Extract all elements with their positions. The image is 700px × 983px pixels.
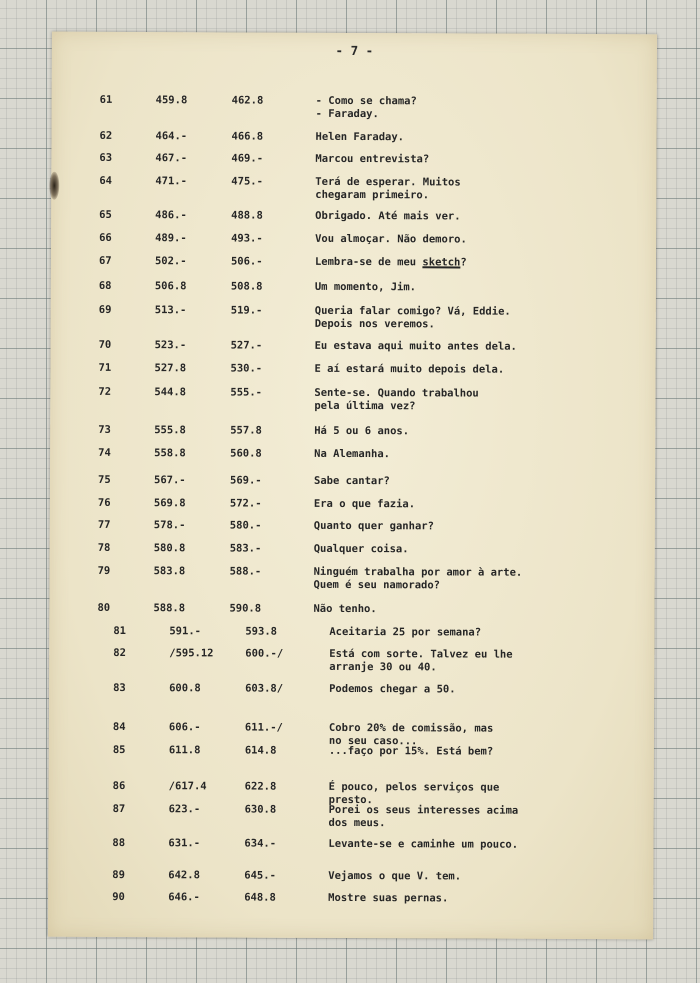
timecode-out: 630.8 bbox=[244, 803, 277, 816]
timecode-out: 488.8 bbox=[231, 209, 263, 222]
timecode-out: 622.8 bbox=[244, 780, 277, 793]
subtitle-text: Era o que fazia. bbox=[313, 497, 416, 511]
timecode-out: 588.- bbox=[229, 565, 262, 578]
subtitle-row bbox=[51, 361, 656, 376]
subtitle-row bbox=[49, 681, 654, 696]
timecode-out: 569.- bbox=[229, 474, 262, 487]
subtitle-row bbox=[49, 624, 654, 639]
timecode-in: 544.8 bbox=[154, 386, 187, 399]
subtitle-text: Ninguém trabalha por amor à arte. Quem é seu namorado? bbox=[313, 565, 523, 592]
subtitle-text: Lembra-se de meu sketch? bbox=[314, 255, 467, 269]
subtitle-text: Porei os seus interesses acima dos meus. bbox=[328, 803, 519, 830]
timecode-out: 469.- bbox=[231, 152, 264, 165]
subtitle-text: Na Alemanha. bbox=[314, 447, 391, 461]
row-number: 65 bbox=[99, 208, 112, 221]
timecode-in: /595.12 bbox=[169, 647, 214, 660]
subtitle-row bbox=[50, 473, 655, 488]
timecode-in: 464.- bbox=[155, 130, 188, 143]
row-number: 82 bbox=[113, 646, 126, 660]
timecode-out: 593.8 bbox=[245, 625, 277, 638]
subtitle-row bbox=[48, 868, 653, 883]
timecode-out: 530.- bbox=[230, 362, 263, 375]
subtitle-row bbox=[49, 802, 654, 830]
subtitle-text: Um momento, Jim. bbox=[314, 280, 417, 294]
subtitle-text: Terá de esperar. Muitos chegaram primeiro. bbox=[315, 175, 461, 202]
row-number: 71 bbox=[98, 361, 112, 374]
ink-stain bbox=[49, 172, 59, 200]
timecode-in: 642.8 bbox=[168, 869, 200, 882]
subtitle-list bbox=[52, 32, 657, 905]
timecode-in: 600.8 bbox=[169, 682, 201, 695]
subtitle-text: Vou almoçar. Não demoro. bbox=[315, 232, 467, 246]
timecode-in: 606.- bbox=[168, 721, 201, 734]
row-number: 76 bbox=[97, 496, 111, 509]
subtitle-row bbox=[48, 890, 653, 905]
timecode-in: 588.8 bbox=[153, 602, 186, 615]
subtitle-text: E aí estará muito depois dela. bbox=[314, 362, 505, 376]
row-number: 89 bbox=[112, 868, 125, 882]
timecode-in: 623.- bbox=[168, 803, 201, 816]
timecode-out: 645.- bbox=[244, 869, 276, 882]
subtitle-row bbox=[50, 446, 655, 461]
row-number: 69 bbox=[98, 303, 112, 316]
row-number: 77 bbox=[97, 518, 111, 531]
timecode-out: 614.8 bbox=[244, 744, 277, 757]
row-number: 61 bbox=[99, 93, 113, 106]
subtitle-row bbox=[48, 836, 653, 851]
row-number: 81 bbox=[113, 624, 127, 638]
subtitle-text: Está com sorte. Talvez eu lhe arranje 30 ou 40. bbox=[329, 647, 513, 674]
row-number: 84 bbox=[112, 720, 126, 734]
subtitle-row bbox=[51, 231, 656, 246]
timecode-out: 590.8 bbox=[229, 602, 262, 615]
timecode-in: 523.- bbox=[154, 339, 187, 352]
row-number: 88 bbox=[112, 836, 126, 850]
subtitle-row bbox=[49, 601, 654, 616]
timecode-out: 508.8 bbox=[230, 280, 263, 293]
row-number: 80 bbox=[97, 601, 111, 614]
timecode-in: /617.4 bbox=[168, 780, 207, 793]
subtitle-text: Sente-se. Quando trabalhou pela última vez? bbox=[314, 386, 479, 413]
subtitle-row bbox=[51, 338, 656, 353]
timecode-out: 462.8 bbox=[231, 94, 264, 107]
timecode-in: 611.8 bbox=[168, 744, 201, 757]
subtitle-row bbox=[49, 743, 654, 758]
subtitle-row bbox=[52, 93, 657, 121]
row-number: 74 bbox=[98, 446, 111, 459]
timecode-in: 558.8 bbox=[154, 447, 186, 460]
subtitle-row bbox=[51, 254, 656, 269]
row-number: 62 bbox=[99, 129, 113, 142]
timecode-in: 580.8 bbox=[153, 542, 186, 555]
timecode-out: 557.8 bbox=[230, 424, 262, 437]
timecode-out: 527.- bbox=[230, 339, 263, 352]
subtitle-text: Cobro 20% de comissão, mas no seu caso... bbox=[328, 721, 494, 748]
subtitle-text: Podemos chegar a 50. bbox=[329, 682, 456, 696]
timecode-in: 527.8 bbox=[154, 362, 187, 375]
subtitle-text: Helen Faraday. bbox=[315, 130, 405, 144]
subtitle-row bbox=[51, 174, 656, 202]
subtitle-row bbox=[51, 208, 656, 223]
timecode-in: 486.- bbox=[155, 209, 187, 222]
timecode-in: 489.- bbox=[155, 232, 187, 245]
timecode-in: 567.- bbox=[153, 474, 186, 487]
subtitle-text: Mostre suas pernas. bbox=[328, 891, 449, 905]
timecode-out: 493.- bbox=[231, 232, 263, 245]
timecode-out: 555.- bbox=[230, 386, 263, 399]
subtitle-text: Queria falar comigo? Vá, Eddie. Depois nos veremos. bbox=[314, 304, 511, 331]
subtitle-row bbox=[52, 129, 657, 144]
row-number: 70 bbox=[98, 338, 112, 351]
timecode-in: 555.8 bbox=[154, 424, 186, 437]
timecode-out: 600.-/ bbox=[245, 647, 284, 660]
subtitle-row bbox=[50, 518, 655, 533]
subtitle-text: Sabe cantar? bbox=[313, 474, 390, 488]
typed-sheet bbox=[48, 32, 657, 940]
row-number: 78 bbox=[97, 541, 111, 554]
page-number: - 7 - bbox=[335, 42, 374, 59]
row-number: 86 bbox=[112, 779, 126, 793]
timecode-out: 648.8 bbox=[244, 891, 276, 904]
subtitle-row bbox=[49, 646, 654, 674]
timecode-in: 506.8 bbox=[154, 280, 187, 293]
row-number: 79 bbox=[97, 564, 111, 577]
timecode-in: 578.- bbox=[153, 519, 186, 532]
timecode-out: 611.-/ bbox=[244, 721, 283, 734]
row-number: 90 bbox=[112, 890, 125, 904]
timecode-out: 466.8 bbox=[231, 130, 264, 143]
subtitle-text: - Como se chama? - Faraday. bbox=[315, 94, 417, 121]
subtitle-text: Há 5 ou 6 anos. bbox=[314, 424, 410, 438]
timecode-out: 560.8 bbox=[230, 447, 262, 460]
row-number: 87 bbox=[112, 802, 126, 816]
timecode-in: 502.- bbox=[154, 255, 187, 268]
timecode-out: 506.- bbox=[230, 255, 263, 268]
timecode-in: 467.- bbox=[155, 152, 188, 165]
subtitle-text: Eu estava aqui muito antes dela. bbox=[314, 339, 517, 353]
row-number: 63 bbox=[99, 151, 113, 164]
row-number: 66 bbox=[99, 231, 112, 244]
subtitle-text: É pouco, pelos serviços que presto. bbox=[328, 780, 500, 807]
subtitle-row bbox=[51, 151, 656, 166]
timecode-out: 583.- bbox=[229, 542, 262, 555]
timecode-out: 580.- bbox=[229, 519, 262, 532]
row-number: 85 bbox=[112, 743, 126, 757]
row-number: 83 bbox=[113, 681, 126, 695]
subtitle-text: Aceitaria 25 por semana? bbox=[329, 625, 482, 639]
row-number: 75 bbox=[97, 473, 111, 486]
subtitle-row bbox=[49, 720, 654, 748]
subtitle-row bbox=[50, 423, 655, 438]
timecode-in: 591.- bbox=[169, 625, 201, 638]
subtitle-text: Levante-se e caminhe um pouco. bbox=[328, 837, 519, 851]
row-number: 68 bbox=[98, 279, 112, 292]
timecode-in: 646.- bbox=[168, 891, 200, 904]
subtitle-text: ...faço por 15%. Está bem? bbox=[328, 744, 494, 758]
subtitle-row bbox=[50, 564, 655, 592]
timecode-in: 459.8 bbox=[155, 94, 188, 107]
timecode-out: 475.- bbox=[231, 175, 263, 188]
row-number: 72 bbox=[98, 385, 112, 398]
row-number: 67 bbox=[98, 254, 112, 267]
subtitle-row bbox=[51, 303, 656, 331]
timecode-in: 583.8 bbox=[153, 565, 186, 578]
timecode-out: 634.- bbox=[244, 837, 277, 850]
timecode-out: 603.8/ bbox=[245, 682, 284, 695]
timecode-in: 471.- bbox=[155, 175, 187, 188]
subtitle-text: Não tenho. bbox=[313, 602, 377, 616]
timecode-out: 519.- bbox=[230, 304, 263, 317]
subtitle-text: Vejamos o que V. tem. bbox=[328, 869, 462, 883]
row-number: 73 bbox=[98, 423, 111, 436]
subtitle-row bbox=[50, 385, 655, 413]
subtitle-text: Qualquer coisa. bbox=[313, 542, 409, 556]
subtitle-row bbox=[50, 496, 655, 511]
subtitle-row bbox=[49, 779, 654, 807]
timecode-in: 569.8 bbox=[153, 497, 186, 510]
subtitle-text: Obrigado. Até mais ver. bbox=[315, 209, 461, 223]
timecode-out: 572.- bbox=[229, 497, 262, 510]
subtitle-text: Marcou entrevista? bbox=[315, 152, 430, 166]
subtitle-row bbox=[51, 279, 656, 294]
subtitle-text: Quanto quer ganhar? bbox=[313, 519, 434, 533]
subtitle-row bbox=[50, 541, 655, 556]
row-number: 64 bbox=[99, 174, 113, 187]
timecode-in: 513.- bbox=[154, 304, 187, 317]
timecode-in: 631.- bbox=[168, 837, 201, 850]
